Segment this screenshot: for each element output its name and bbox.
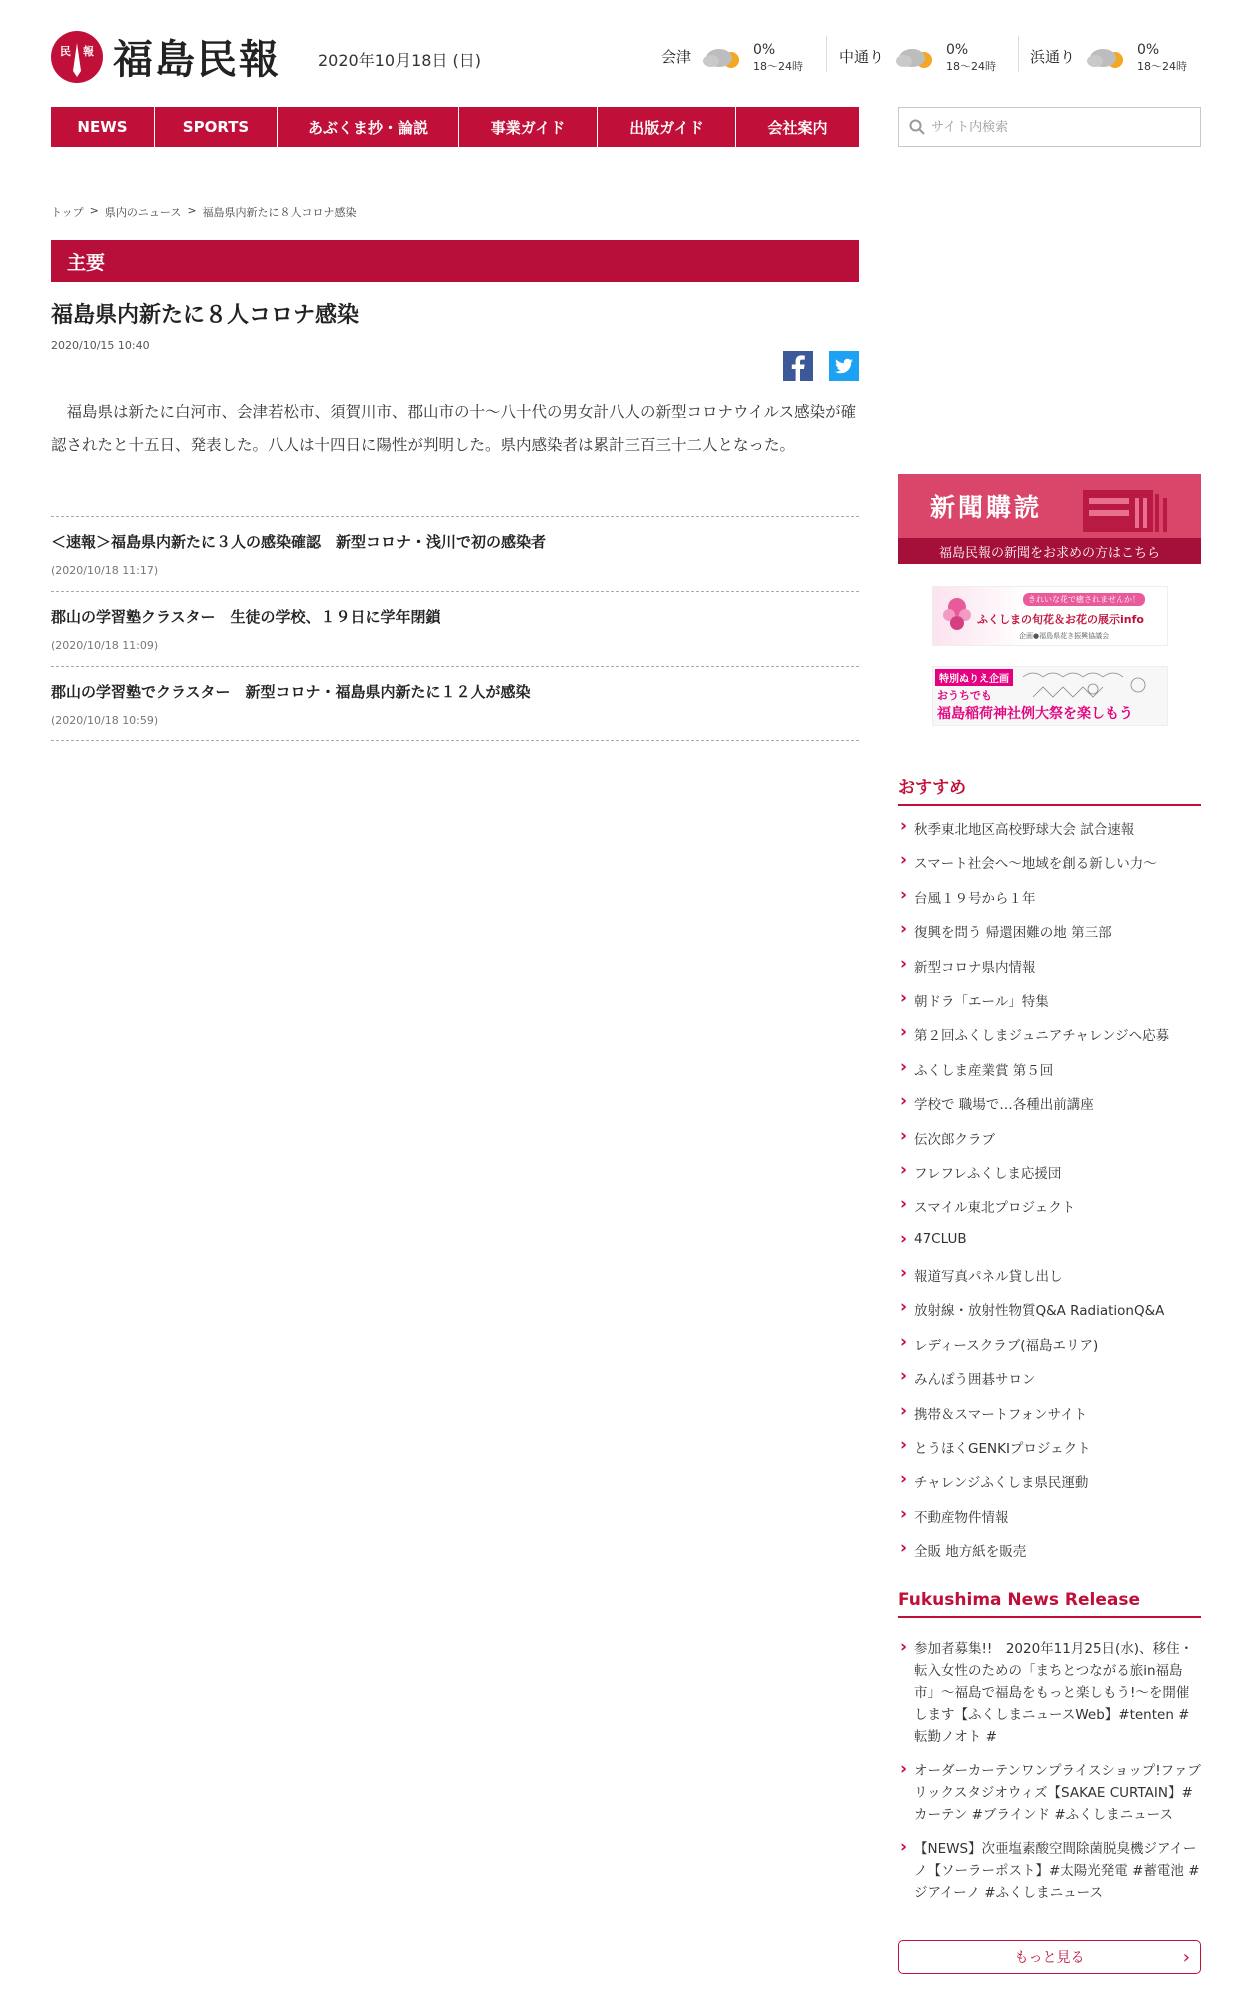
header-date: 2020年10月18日 (日): [318, 51, 482, 70]
weather-region: 中通り: [839, 48, 885, 66]
search-icon: [909, 119, 925, 135]
more-button[interactable]: [898, 1940, 1201, 1974]
recommend-item[interactable]: › 学校で 職場で…各種出前講座: [898, 1093, 1201, 1127]
flower-banner-sponsor: 企画●福島県花き振興協議会: [1019, 632, 1110, 640]
article-title: 福島県内新たに８人コロナ感染: [51, 303, 360, 328]
chevron-right-icon: ›: [1182, 1947, 1190, 1968]
related-article-title[interactable]: 郡山の学習塾でクラスター 新型コロナ・福島県内新たに１２人が感染: [51, 683, 531, 701]
recommend-item[interactable]: › とうほくGENKIプロジェクト: [898, 1437, 1201, 1471]
recommend-item[interactable]: › 放射線・放射性物質Q&A RadiationQ&A: [898, 1299, 1201, 1333]
related-article-date: (2020/10/18 10:59): [51, 714, 159, 727]
recommend-item[interactable]: › 第２回ふくしまジュニアチャレンジへ応募: [898, 1024, 1201, 1058]
festival-banner-tag: 特別ぬりえ企画: [935, 669, 1013, 686]
weather-time: 18～24時: [946, 60, 997, 73]
news-release-heading: Fukushima News Release: [898, 1590, 1201, 1618]
related-articles: [51, 516, 859, 741]
recommend-item[interactable]: › スマイル東北プロジェクト: [898, 1196, 1201, 1230]
main-nav: [51, 107, 859, 147]
festival-banner-line1: おうちでも: [937, 689, 992, 702]
related-article-title[interactable]: 郡山の学習塾クラスター 生徒の学校、１９日に学年閉鎖: [51, 608, 441, 626]
recommend-item[interactable]: › チャレンジふくしま県民運動: [898, 1471, 1201, 1505]
recommend-item[interactable]: › 新型コロナ県内情報: [898, 956, 1201, 990]
flower-banner-tagline: きれいな花で癒されませんか！: [1023, 593, 1145, 606]
recommend-item[interactable]: › 全販 地方紙を販売: [898, 1540, 1201, 1574]
weather-time: 18～24時: [753, 60, 804, 73]
flower-info-banner[interactable]: [932, 586, 1168, 646]
recommend-item[interactable]: › 47CLUB: [898, 1231, 1201, 1265]
nav-business-guide[interactable]: 事業ガイド: [459, 107, 598, 147]
subscription-subtitle: 福島民報の新聞をお求めの方はこちら: [898, 538, 1201, 564]
breadcrumb: [51, 204, 357, 220]
recommend-item[interactable]: › みんぽう囲碁サロン: [898, 1368, 1201, 1402]
nav-sports[interactable]: SPORTS: [155, 107, 278, 147]
nav-company-info[interactable]: 会社案内: [767, 118, 828, 137]
site-search[interactable]: [898, 107, 1201, 147]
section-label: 主要: [51, 240, 859, 282]
recommend-item[interactable]: › 携帯＆スマートフォンサイト: [898, 1403, 1201, 1437]
festival-banner-line2: 福島稲荷神社例大祭を楽しもう: [937, 706, 1133, 722]
recommend-item[interactable]: › 秋季東北地区高校野球大会 試合速報: [898, 818, 1201, 852]
recommend-item[interactable]: › レディースクラブ(福島エリア): [898, 1334, 1201, 1368]
related-article-title[interactable]: ＜速報＞福島県内新たに３人の感染確認 新型コロナ・浅川で初の感染者: [51, 533, 547, 551]
weather-region: 浜通り: [1030, 48, 1076, 66]
facebook-icon: [783, 351, 813, 381]
weather-time: 18～24時: [1137, 60, 1188, 73]
flower-banner-title: ふくしまの旬花＆お花の展示info: [977, 613, 1144, 626]
breadcrumb-local-news[interactable]: 県内のニュース: [104, 206, 182, 219]
weather-region: 会津: [661, 48, 692, 66]
news-release-item[interactable]: › 参加者募集!! 2020年11月25日(水)、移住・転入女性のための「まちとつながる旅in福島市」～福島で福島をもっと楽しもう!～を開催します【ふくしまニュースWeb】#tenten #転勤ノオト #: [898, 1638, 1201, 1748]
recommend-item[interactable]: › スマート社会へ～地域を創る新しい力～: [898, 852, 1201, 886]
weather-nakadori[interactable]: [839, 42, 996, 76]
article-body: 福島県は新たに白河市、会津若松市、須賀川市、郡山市の十～八十代の男女計八人の新型コロナウイルス感染が確認されたと十五日、発表した。八人は十四日に陽性が判明した。県内感染者は累計三百三十二人となった。: [51, 403, 857, 454]
nav-publishing-guide[interactable]: 出版ガイド: [598, 107, 736, 147]
logo-mark-char-1: 民: [60, 44, 71, 58]
nav-abukumasho[interactable]: あぶくま抄・論説: [278, 107, 459, 147]
weather-hamadori[interactable]: [1030, 42, 1187, 76]
breadcrumb-top[interactable]: トップ: [51, 206, 84, 219]
cloud-sun-icon: [701, 42, 747, 76]
weather-percent: 0%: [1137, 42, 1160, 58]
nav-news[interactable]: NEWS: [51, 107, 155, 147]
logo-emblem: [51, 31, 103, 83]
recommend-item[interactable]: › ふくしま産業賞 第５回: [898, 1059, 1201, 1093]
news-release-item[interactable]: › オーダーカーテンワンプライスショップ!ファブリックスタジオウィズ【SAKAE CURTAIN】#カーテン #ブラインド #ふくしまニュース: [898, 1760, 1201, 1826]
related-article[interactable]: [51, 666, 859, 741]
logo-text: 福島民報: [113, 36, 281, 83]
weather-divider: [826, 36, 827, 72]
weather-divider: [1018, 36, 1019, 72]
recommend-item[interactable]: › 不動産物件情報: [898, 1506, 1201, 1540]
recommend-item[interactable]: › 朝ドラ「エール」特集: [898, 990, 1201, 1024]
weather-percent: 0%: [946, 42, 969, 58]
cloud-sun-icon: [894, 42, 940, 76]
recommend-item[interactable]: › 復興を問う 帰還困難の地 第三部: [898, 921, 1201, 955]
logo-mark-char-2: 報: [83, 44, 94, 58]
more-button-label: もっと見る: [1014, 1950, 1085, 1966]
recommend-item[interactable]: › 台風１９号から１年: [898, 887, 1201, 921]
recommend-item[interactable]: › 伝次郎クラブ: [898, 1128, 1201, 1162]
subscription-title: 新聞購読: [898, 474, 1201, 538]
facebook-share-button[interactable]: [783, 351, 813, 381]
subscription-banner[interactable]: [898, 474, 1201, 564]
newspaper-building-icon: [1083, 484, 1173, 532]
site-logo[interactable]: [51, 28, 281, 85]
recommend-item[interactable]: › フレフレふくしま応援団: [898, 1162, 1201, 1196]
recommend-heading: おすすめ: [898, 773, 1201, 806]
cloud-sun-icon: [1085, 42, 1131, 76]
flower-icon: [939, 593, 975, 641]
festival-coloring-banner[interactable]: [932, 666, 1168, 726]
related-article[interactable]: [51, 516, 859, 591]
news-release-list: [898, 1638, 1201, 1916]
weather-aizu[interactable]: [661, 42, 803, 76]
related-article-date: (2020/10/18 11:17): [51, 564, 159, 577]
breadcrumb-current: 福島県内新たに８人コロナ感染: [202, 206, 357, 219]
twitter-icon: [829, 351, 859, 381]
news-release-item[interactable]: › 【NEWS】次亜塩素酸空間除菌脱臭機ジアイーノ【ソーラーポスト】#太陽光発電 #蓄電池 #ジアイーノ #ふくしまニュース: [898, 1838, 1201, 1904]
search-input[interactable]: [931, 120, 1181, 135]
weather-percent: 0%: [753, 42, 776, 58]
breadcrumb-separator: >: [187, 204, 197, 217]
breadcrumb-separator: >: [89, 204, 99, 217]
recommend-item[interactable]: › 報道写真パネル貸し出し: [898, 1265, 1201, 1299]
related-article-date: (2020/10/18 11:09): [51, 639, 159, 652]
article-timestamp: 2020/10/15 10:40: [51, 339, 150, 352]
twitter-share-button[interactable]: [829, 351, 859, 381]
related-article[interactable]: [51, 591, 859, 666]
recommend-list: [898, 818, 1201, 1575]
